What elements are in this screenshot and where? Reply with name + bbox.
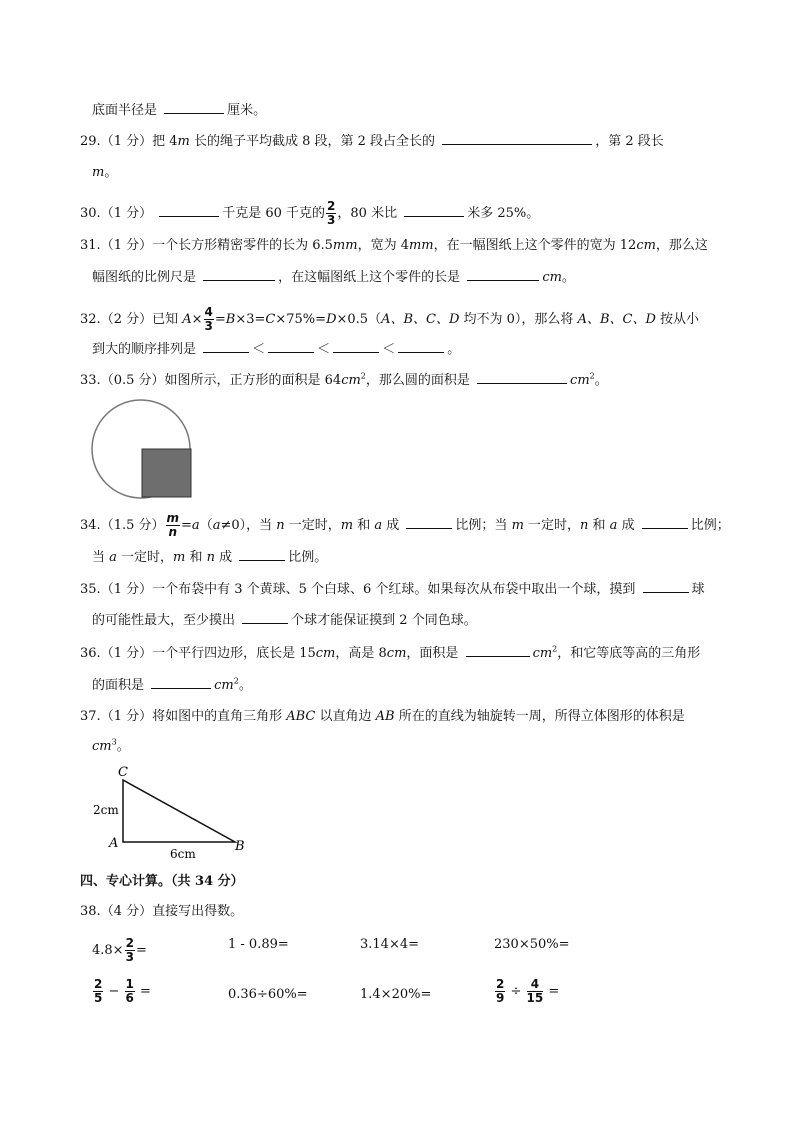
q30-answer-blank-2[interactable] xyxy=(404,204,464,217)
q35-text-c: 的可能性最大，至少摸出 xyxy=(92,613,236,628)
calc-r1c1-fraction xyxy=(125,937,135,964)
calc-r1c3: 3.14×4= xyxy=(360,937,420,952)
calc-r2c1-eq: = xyxy=(140,984,151,999)
calc-r2c1-den-2: 6 xyxy=(125,991,134,1005)
q34-answer-blank-2[interactable] xyxy=(642,516,688,529)
q34-number: 34. xyxy=(80,518,101,533)
q36-unit-cm-1: cm xyxy=(315,646,336,661)
q36-sup-2: 2 xyxy=(233,676,239,686)
q31-unit-mm-2: mm xyxy=(408,238,434,253)
q34-var-n-3: n xyxy=(206,550,216,565)
q37-unit-cm: cm xyxy=(92,739,112,754)
q34-var-a-5: a xyxy=(109,550,117,565)
triangle-side-ab: 6cm xyxy=(170,847,196,861)
q36-text-b: ，高是 8 xyxy=(335,646,387,661)
q36-unit-cm-2: cm xyxy=(386,646,407,661)
q35-text-d: 个球才能保证摸到 2 个同色球。 xyxy=(291,613,477,628)
q36-sup: 2 xyxy=(552,644,558,654)
q33-end: 。 xyxy=(594,373,608,388)
q37-score: （1 分） xyxy=(100,709,153,724)
q32-lt-2: ＜ xyxy=(317,342,331,357)
q37-sup: 3 xyxy=(111,737,117,747)
q33-sup: 2 xyxy=(360,371,366,381)
calc-r1c1-num: 2 xyxy=(125,936,134,950)
q34-text-o: 成 xyxy=(215,550,233,565)
q32-lt-1: ＜ xyxy=(252,342,266,357)
q31-unit-cm-2: cm xyxy=(542,270,562,285)
q36-unit-cm-3: cm xyxy=(532,646,553,661)
q32-answer-blank-4[interactable] xyxy=(398,340,444,353)
q31-answer-blank-1[interactable] xyxy=(203,268,275,281)
q31-text-b: ，宽为 4 xyxy=(357,238,409,253)
q32-fraction xyxy=(204,306,214,333)
q29-var: m xyxy=(177,134,190,149)
q34-var-a-4: a xyxy=(609,518,618,533)
q32 xyxy=(80,306,699,333)
q32-frac-den: 3 xyxy=(204,319,213,333)
q36-answer-blank-1[interactable] xyxy=(466,644,530,657)
q33-unit-cm-2: cm xyxy=(570,373,590,388)
q34-var-a-2: a xyxy=(212,518,221,533)
q34-text-c: ≠0），当 xyxy=(220,518,277,533)
calc-r2c1-num-1: 2 xyxy=(94,977,103,991)
q35-text-b: 球 xyxy=(691,582,705,597)
q34-frac-den: n xyxy=(168,525,178,539)
q34-text-h: 一定时， xyxy=(523,518,581,533)
calc-r2c1-fraction-1 xyxy=(93,978,103,1005)
q32-answer-blank-3[interactable] xyxy=(333,340,379,353)
calc-r2c1-num-2: 1 xyxy=(125,977,134,991)
q36-text-a: 一个平行四边形，底长是 15 xyxy=(152,646,316,661)
q29-text-a: 把 4 xyxy=(152,134,178,149)
q34-text-f: 成 xyxy=(382,518,400,533)
q32-letters-1: A、B、C、D xyxy=(381,312,460,327)
q29-end: 。 xyxy=(104,165,118,180)
q28-tail xyxy=(92,101,266,121)
section-heading: 四、专心计算。（共 34 分） xyxy=(80,874,244,889)
calc-r1c1 xyxy=(92,937,147,964)
q34-text-m: 一定时， xyxy=(116,550,174,565)
calc-r2c1-den-1: 5 xyxy=(94,991,103,1005)
q37 xyxy=(80,707,685,727)
q29 xyxy=(80,132,664,152)
circle-square-figure xyxy=(90,398,200,502)
q34-var-n: n xyxy=(276,518,285,533)
triangle-abc xyxy=(123,780,235,842)
q30-answer-blank-1[interactable] xyxy=(159,204,219,217)
triangle-side-ac: 2cm xyxy=(93,803,119,817)
q34-text-a: = xyxy=(181,518,192,533)
q32-var-d: D xyxy=(326,312,337,327)
calc-r2c1-fraction-2 xyxy=(125,978,135,1005)
q32-text-e: ×0.5（ xyxy=(336,312,382,327)
triangle-label-a: A xyxy=(109,836,119,851)
q30-text-c: 米多 25%。 xyxy=(467,206,540,221)
q31-number: 31. xyxy=(80,238,101,253)
q33-number: 33. xyxy=(80,373,101,388)
q33 xyxy=(80,371,608,391)
q35-answer-blank-1[interactable] xyxy=(643,580,689,593)
q37-var-abc: ABC xyxy=(286,709,316,724)
calc-r2c4-den-1: 9 xyxy=(496,991,505,1005)
q36-unit-cm-4: cm xyxy=(214,678,234,693)
q31-text-e: 幅图纸的比例尺是 xyxy=(92,270,197,285)
q29-number: 29. xyxy=(80,134,101,149)
q35-cont xyxy=(92,611,477,631)
q37-text-b: 以直角边 xyxy=(315,709,376,724)
q36-text-c: ，面积是 xyxy=(406,646,459,661)
q30-frac-num: 2 xyxy=(327,199,336,213)
q34-var-a: a xyxy=(191,518,200,533)
q35 xyxy=(80,580,705,600)
q36-text-e: 的面积是 xyxy=(92,678,145,693)
q30 xyxy=(80,200,539,227)
q36 xyxy=(80,644,700,664)
q32-answer-blank-2[interactable] xyxy=(268,340,314,353)
calc-r2c1-op: − xyxy=(108,984,120,999)
q31-score: （1 分） xyxy=(100,238,153,253)
q28-answer-blank[interactable] xyxy=(164,101,224,114)
q30-text-b: ，80 米比 xyxy=(337,206,398,221)
q30-score: （1 分） xyxy=(100,206,153,221)
q34-text-p: 比例。 xyxy=(288,550,328,565)
q29-answer-blank-1[interactable] xyxy=(442,132,592,145)
q34-text-j: 成 xyxy=(617,518,635,533)
q34-score: （1.5 分） xyxy=(100,518,165,533)
q34-text-k: 比例； xyxy=(690,518,730,533)
q34-text-l: 当 xyxy=(92,550,110,565)
q38-text: 直接写出得数。 xyxy=(152,904,244,919)
q31-cont xyxy=(92,268,575,288)
q33-text-b: ，那么圆的面积是 xyxy=(365,373,470,388)
q34-answer-blank-1[interactable] xyxy=(406,516,452,529)
q31 xyxy=(80,236,708,256)
q33-text-a: 如图所示，正方形的面积是 64 xyxy=(164,373,342,388)
q29-unit: m xyxy=(92,165,105,180)
q32-var-a: A xyxy=(182,312,192,327)
q32-score: （2 分） xyxy=(100,312,153,327)
q34-answer-blank-3[interactable] xyxy=(239,548,285,561)
q32-text-h: 到大的顺序排列是 xyxy=(92,342,197,357)
q37-end: 。 xyxy=(116,739,130,754)
calc-r1c4: 230×50%= xyxy=(494,937,570,952)
calc-r1c1-eq: = xyxy=(135,943,147,958)
q32-text-b: = xyxy=(214,312,226,327)
calc-r2c4-op: ÷ xyxy=(510,984,522,999)
figure-square xyxy=(142,449,191,497)
q35-text-a: 一个布袋中有 3 个黄球、5 个白球、6 个红球。如果每次从布袋中取出一个球，摸到 xyxy=(152,582,636,597)
q32-times: × xyxy=(191,312,203,327)
q33-unit-cm: cm xyxy=(341,373,361,388)
q28-unit: 厘米。 xyxy=(227,103,267,118)
calc-r1c2: 1 - 0.89= xyxy=(228,937,289,952)
calc-r2c4-fraction-1 xyxy=(495,978,505,1005)
q31-unit-mm-1: mm xyxy=(332,238,358,253)
q31-unit-cm-1: cm xyxy=(636,238,656,253)
q30-number: 30. xyxy=(80,206,101,221)
q29-cont xyxy=(92,163,117,183)
q32-text-c: ×3= xyxy=(235,312,266,327)
q38-score: （4 分） xyxy=(100,904,153,919)
q29-text-b: 长的绳子平均截成 8 段，第 2 段占全长的 xyxy=(189,134,436,149)
calc-r2c4-eq: = xyxy=(548,984,560,999)
q34-var-a-3: a xyxy=(374,518,383,533)
q33-answer-blank[interactable] xyxy=(477,371,567,384)
q34-text-e: 和 xyxy=(353,518,375,533)
calc-r1c1-a: 4.8× xyxy=(92,943,124,958)
q36-end: 。 xyxy=(238,678,252,693)
q32-var-c: C xyxy=(265,312,276,327)
q32-frac-num: 4 xyxy=(204,305,213,319)
q33-score: （0.5 分） xyxy=(100,373,165,388)
q34-var-m: m xyxy=(340,518,354,533)
q30-frac-den: 3 xyxy=(327,213,336,227)
calc-r2c2: 0.36÷60%= xyxy=(228,987,308,1002)
calc-r2c4-num-2: 4 xyxy=(527,978,544,992)
q34-frac-num: m xyxy=(166,511,180,525)
q32-text-g: 按从小 xyxy=(655,312,700,327)
q36-answer-blank-2[interactable] xyxy=(151,676,211,689)
right-triangle-figure xyxy=(85,762,255,864)
q31-answer-blank-2[interactable] xyxy=(467,268,539,281)
q34-text-b: （ xyxy=(199,518,213,533)
q35-number: 35. xyxy=(80,582,101,597)
q34 xyxy=(80,512,730,539)
q37-cont xyxy=(92,737,130,757)
q32-text-a: 已知 xyxy=(152,312,183,327)
q37-var-ab: AB xyxy=(375,709,395,724)
calc-r2c1 xyxy=(92,978,151,1005)
q30-text-a: 千克是 60 千克的 xyxy=(222,206,326,221)
q34-text-g: 比例；当 xyxy=(455,518,512,533)
calc-r1c1-den: 3 xyxy=(125,950,134,964)
calc-r2c4-num-1: 2 xyxy=(496,977,505,991)
q31-text-a: 一个长方形精密零件的长为 6.5 xyxy=(152,238,333,253)
q29-text-c: ，第 2 段长 xyxy=(595,134,664,149)
q34-var-m-3: m xyxy=(173,550,186,565)
q34-text-n: 和 xyxy=(185,550,207,565)
q38 xyxy=(80,902,243,922)
q29-score: （1 分） xyxy=(100,134,153,149)
q32-text-d: ×75%= xyxy=(275,312,327,327)
q31-end: 。 xyxy=(561,270,575,285)
q31-text-f: ，在这幅图纸上这个零件的长是 xyxy=(278,270,461,285)
q32-number: 32. xyxy=(80,312,101,327)
calc-r2c4-fraction-2 xyxy=(527,978,544,1005)
q32-letters-2: A、B、C、D xyxy=(577,312,656,327)
calc-r2c3: 1.4×20%= xyxy=(360,987,432,1002)
q32-text-f: 均不为 0），那么将 xyxy=(459,312,578,327)
q34-text-d: 一定时， xyxy=(284,518,341,533)
q37-number: 37. xyxy=(80,709,101,724)
q37-text-a: 将如图中的直角三角形 xyxy=(152,709,287,724)
q34-fraction xyxy=(166,512,181,539)
q31-text-c: ，在一幅图纸上这个零件的宽为 12 xyxy=(433,238,637,253)
q31-text-d: ，那么这 xyxy=(655,238,708,253)
q36-cont xyxy=(92,676,252,696)
q30-fraction xyxy=(326,200,336,227)
q32-end: 。 xyxy=(447,342,461,357)
q35-score: （1 分） xyxy=(100,582,153,597)
q36-number: 36. xyxy=(80,646,101,661)
q34-var-n-2: n xyxy=(580,518,589,533)
q34-text-i: 和 xyxy=(588,518,610,533)
q32-var-b: B xyxy=(225,312,236,327)
q36-text-d: ，和它等底等高的三角形 xyxy=(557,646,701,661)
triangle-label-b: B xyxy=(235,839,245,854)
calc-r2c4 xyxy=(494,978,559,1005)
q32-cont xyxy=(92,340,460,360)
calc-r2c4-den-2: 15 xyxy=(526,991,544,1005)
q32-lt-3: ＜ xyxy=(382,342,396,357)
q35-answer-blank-2[interactable] xyxy=(242,611,288,624)
q32-answer-blank-1[interactable] xyxy=(203,340,249,353)
q37-text-c: 所在的直线为轴旋转一周，所得立体图形的体积是 xyxy=(394,709,685,724)
q28-text: 底面半径是 xyxy=(92,103,158,118)
q38-number: 38. xyxy=(80,904,101,919)
q34-var-m-2: m xyxy=(511,518,524,533)
triangle-label-c: C xyxy=(118,765,128,780)
q36-score: （1 分） xyxy=(100,646,153,661)
q34-cont xyxy=(92,548,327,568)
q33-sup-2: 2 xyxy=(589,371,595,381)
